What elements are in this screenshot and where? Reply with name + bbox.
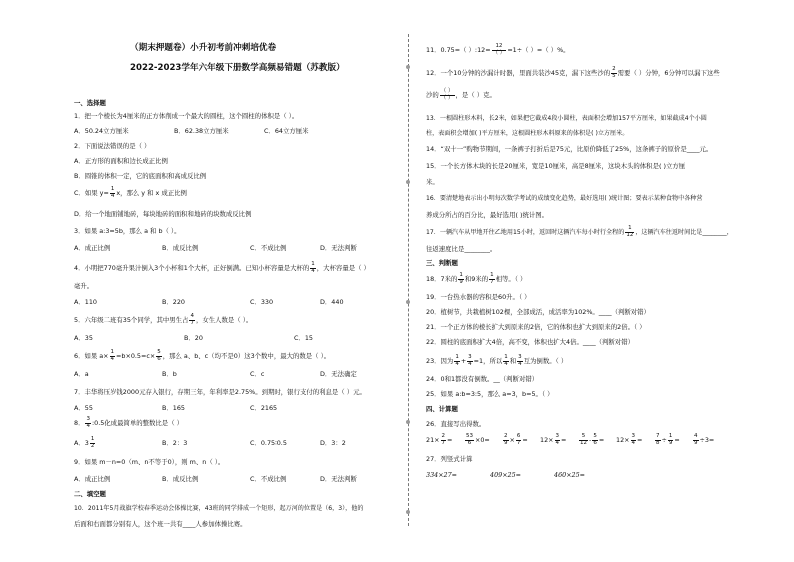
fraction: $\frac{12}{( )}$ — [492, 43, 506, 56]
calc-item: 12× $\frac{3}{4}$ = — [540, 433, 567, 446]
fraction: $\frac{5}{6}$ — [593, 433, 597, 446]
q2-option-b: B．圆锥的体积一定，它的底面积和高成反比例 — [74, 172, 207, 180]
q2-option-a: A．正方形的面积和边长成正比例 — [74, 157, 168, 165]
fraction: $\frac{1}{9}$ — [668, 433, 673, 446]
calc-item: $\frac{53}{6}$ ×0= — [466, 433, 490, 446]
fraction: $\frac{3}{4}$ — [86, 416, 90, 429]
question-21: 21．一个正方体的棱长扩大到原来的2倍，它的体积也扩大到原来的2倍。（ ） — [426, 323, 646, 331]
fraction: $\frac{3}{4}$ — [518, 354, 522, 367]
calc-item: 12× $\frac{3}{4}$ = — [616, 433, 643, 446]
question-6: 6．如果 a× $\frac{1}{4}$ =b×0.5=c× $\frac{5}{6}$ ，那么 a、b、c（均不是0）这3个数中，最大的数是（ ）。 — [74, 349, 331, 362]
paper-title: （期末押题卷）小升初考前冲刺培优卷 — [130, 43, 277, 53]
binding-dots — [404, 60, 413, 520]
question-23: 23．因为 $\frac{1}{4}$ + $\frac{3}{4}$ =1，所以 $\frac{1}{4}$ 和 $\frac{3}{4}$ 互为倒数。（ ） — [426, 354, 568, 367]
question-19: 19．一台热水器的容积是60升。（ ） — [426, 293, 531, 301]
vertical-calc-item: 334×27= — [426, 471, 458, 479]
question-3: 3．如果 a:3=5b，那么 a 和 b（ ）。 — [74, 227, 181, 235]
vertical-calc-item: 460×25= — [554, 471, 586, 479]
question-4-cont: 毫升。 — [74, 282, 94, 290]
calc-item: $\frac{4}{9}$ ÷3= — [694, 433, 715, 446]
fraction: $\frac{3}{4}$ — [555, 433, 559, 446]
fraction: $\frac{1}{7}$ — [490, 272, 494, 285]
question-1: 1．把一个棱长为4厘米的正方体削成一个最大的圆柱，这个圆柱的体积是（ ）。 — [74, 112, 299, 120]
question-11: 11．0.75=（ ）:12= $\frac{12}{( )}$ =1÷（ ）=（ ）%。 — [426, 43, 570, 56]
question-10-cont: 后面和右面都分别有人，这个班一共有____人参加体操比赛。 — [74, 520, 247, 528]
question-5: 5．六年级二班有35个同学，其中男生占 $\frac{4}{7}$ ，女生人数是（ ）。 — [74, 313, 253, 326]
binding-dot — [406, 65, 410, 69]
question-4: 4．小明把770毫升果汁倒入3个小杯和1个大杯，正好倒满。已知小杯容量是大杯的 $\frac{1}{4}$ ，大杯容量是（ ） — [74, 261, 370, 274]
fraction: $\frac{53}{6}$ — [466, 433, 473, 446]
binding-dot — [406, 510, 410, 514]
fraction: $\frac{2}{9}$ — [504, 433, 508, 446]
section-choice: 一、选择题 — [74, 99, 106, 107]
fraction: $\frac{5}{6}$ — [157, 349, 161, 362]
fraction: $\frac{1}{4}$ — [110, 186, 115, 199]
question-13: 13．一根圆柱形木料，长2米，如果把它截成4段小圆柱，表面积会增加157平方厘米，如果截成4个小圆 — [426, 115, 707, 122]
paper-subtitle: 2022-2023学年六年级下册数学高频易错题（苏教版） — [130, 63, 345, 73]
question-16-cont: 养成分所占的百分比，最好选用( )统计图。 — [426, 211, 549, 219]
section-calc: 四、计算题 — [426, 405, 458, 413]
question-12: 12．一个10分钟的沙漏计时器，里面共装沙45克，漏下这些沙的 $\frac{2}{5}$ 需要（ ）分钟，6分钟可以漏下这些 — [426, 66, 720, 79]
fraction: $\frac{4}{7}$ — [190, 313, 194, 326]
calc-row — [426, 434, 730, 446]
binding-dot — [406, 420, 410, 424]
question-15-cont: 米。 — [426, 178, 439, 186]
fraction: $\frac{2}{7}$ — [441, 433, 445, 446]
calc-item: 21× $\frac{2}{7}$ = — [426, 433, 453, 446]
vertical-calc-item: 409×25= — [490, 471, 522, 479]
calc-item: $\frac{7}{8}$ ÷ $\frac{1}{9}$ = — [656, 433, 680, 446]
question-16: 16．要清楚地表示出小明每次数学考试的成绩变化趋势，最好选用( )统计图；要表示某种食物中各种营 — [426, 195, 703, 202]
question-17-cont: 往返速度比是________。 — [426, 245, 497, 253]
question-24: 24．0和1都没有倒数。__（判断对错） — [426, 375, 539, 383]
question-20: 20．植树节，共栽植树102棵，全部成活，成活率为102%。____（判断对错） — [426, 308, 650, 316]
fraction: $\frac{1}{12}$ — [626, 225, 634, 238]
question-10: 10．2011年5月战旗学校春季运动会体操比赛，43班的同学排成一个矩形，起万河的位置是（6，3），他的 — [74, 505, 364, 512]
question-26: 26．直接写出得数。 — [426, 420, 486, 428]
fraction: $\frac{7}{8}$ — [656, 433, 660, 446]
question-2: 2．下面说法错误的是（ ） — [74, 142, 151, 150]
question-27: 27．列竖式计算 — [426, 455, 473, 463]
question-15: 15．一个长方体木块的长是20厘米，宽是10厘米，高是8厘米，这块木头的体积是( )立方厘 — [426, 162, 686, 170]
question-25: 25．如果 a:b=3:5，那么 a=3，b=5。（ ） — [426, 390, 554, 398]
question-12-cont: 沙的 $\frac{( )}{( )}$ ，是（ ）克。 — [426, 88, 496, 101]
q8-options: A．3 $\frac{1}{2}$ B．2：3 C．0.75∶0.5 D．3：2 — [74, 436, 346, 449]
fraction: $\frac{( )}{( )}$ — [440, 88, 454, 101]
binding-dot — [406, 300, 410, 304]
fraction: $\frac{2}{5}$ — [612, 66, 616, 79]
question-22: 22．圆柱的底面积扩大4倍，高不变，体积也扩大4倍。____（判断对错） — [426, 338, 634, 346]
q4-options: A．110 B．220 C．330 D．440 — [74, 298, 344, 306]
fraction: $\frac{1}{4}$ — [110, 349, 115, 362]
q7-options: A．55 B．165 C．2165 — [74, 404, 278, 412]
section-fill: 二、填空题 — [74, 490, 106, 498]
fraction: $\frac{3}{4}$ — [468, 354, 472, 367]
q9-options: A．成正比例 B．成反比例 C．不成比例 D．无法判断 — [74, 475, 357, 483]
question-7: 7．丰华将压岁钱2000元存入银行，存期三年，年利率是2.75%。到期时，银行支付的利息是（ ）元。 — [74, 388, 366, 396]
vertical-calc-row — [426, 471, 585, 479]
binding-dot — [406, 180, 410, 184]
section-judge: 三、判断题 — [426, 259, 458, 267]
fraction: $\frac{6}{7}$ — [516, 433, 521, 446]
calc-item: $\frac{5}{12}$ - $\frac{5}{6}$ = — [580, 433, 605, 446]
q5-options: A．35 B．20 C．15 — [74, 334, 313, 342]
fraction: $\frac{4}{9}$ — [694, 433, 698, 446]
question-8: 8． $\frac{3}{4}$ :0.5化成最简单的整数比是（ ） — [74, 416, 184, 429]
fraction: $\frac{1}{4}$ — [455, 354, 459, 367]
question-14: 14．“双十一”购物节期间，一条裤子打折后是75元，比原价降低了25%，这条裤子的原价是____元。 — [426, 145, 713, 153]
fraction: $\frac{1}{4}$ — [504, 354, 508, 367]
fraction: $\frac{3}{4}$ — [631, 433, 635, 446]
question-13-cont: 柱，表面积会增加( )平方厘米，这根圆柱形木料原来的体积是( )立方厘米。 — [426, 130, 629, 137]
q2-option-d: D．给一个地面铺地砖，每块地砖的面积和地砖的块数成反比例 — [74, 210, 252, 218]
fraction: $\frac{5}{12}$ — [580, 433, 587, 446]
calc-item: $\frac{2}{9}$ × $\frac{6}{7}$ = — [504, 433, 528, 446]
q6-options: A．a B．b C．c D．无法确定 — [74, 370, 357, 378]
question-9: 9．如果 m－n=0（m、n不等于0），则 m、n（ ）。 — [74, 458, 225, 466]
fraction: $\frac{1}{4}$ — [311, 261, 315, 274]
question-18: 18．7米的 $\frac{1}{9}$ 和9米的 $\frac{1}{7}$ 相等。（ ） — [426, 272, 527, 285]
q2-option-c: C．如果 y= $\frac{1}{4}$ x，那么 y 和 x 成正比例 — [74, 186, 187, 199]
q3-options: A．成正比例 B．成反比例 C．不成比例 D．无法判断 — [74, 244, 357, 252]
fraction: $\frac{1}{9}$ — [459, 272, 463, 285]
question-17: 17．一辆汽车从甲地开往乙地用15小时，返回时这辆汽车每小时行全程的 $\frac{1}{12}$ ，这辆汽车往返时间比是________， — [426, 225, 733, 238]
fraction: $\frac{1}{2}$ — [90, 436, 95, 449]
q1-options: A．50.24立方厘米 B．62.38立方厘米 C．64立方厘米 — [74, 127, 309, 135]
